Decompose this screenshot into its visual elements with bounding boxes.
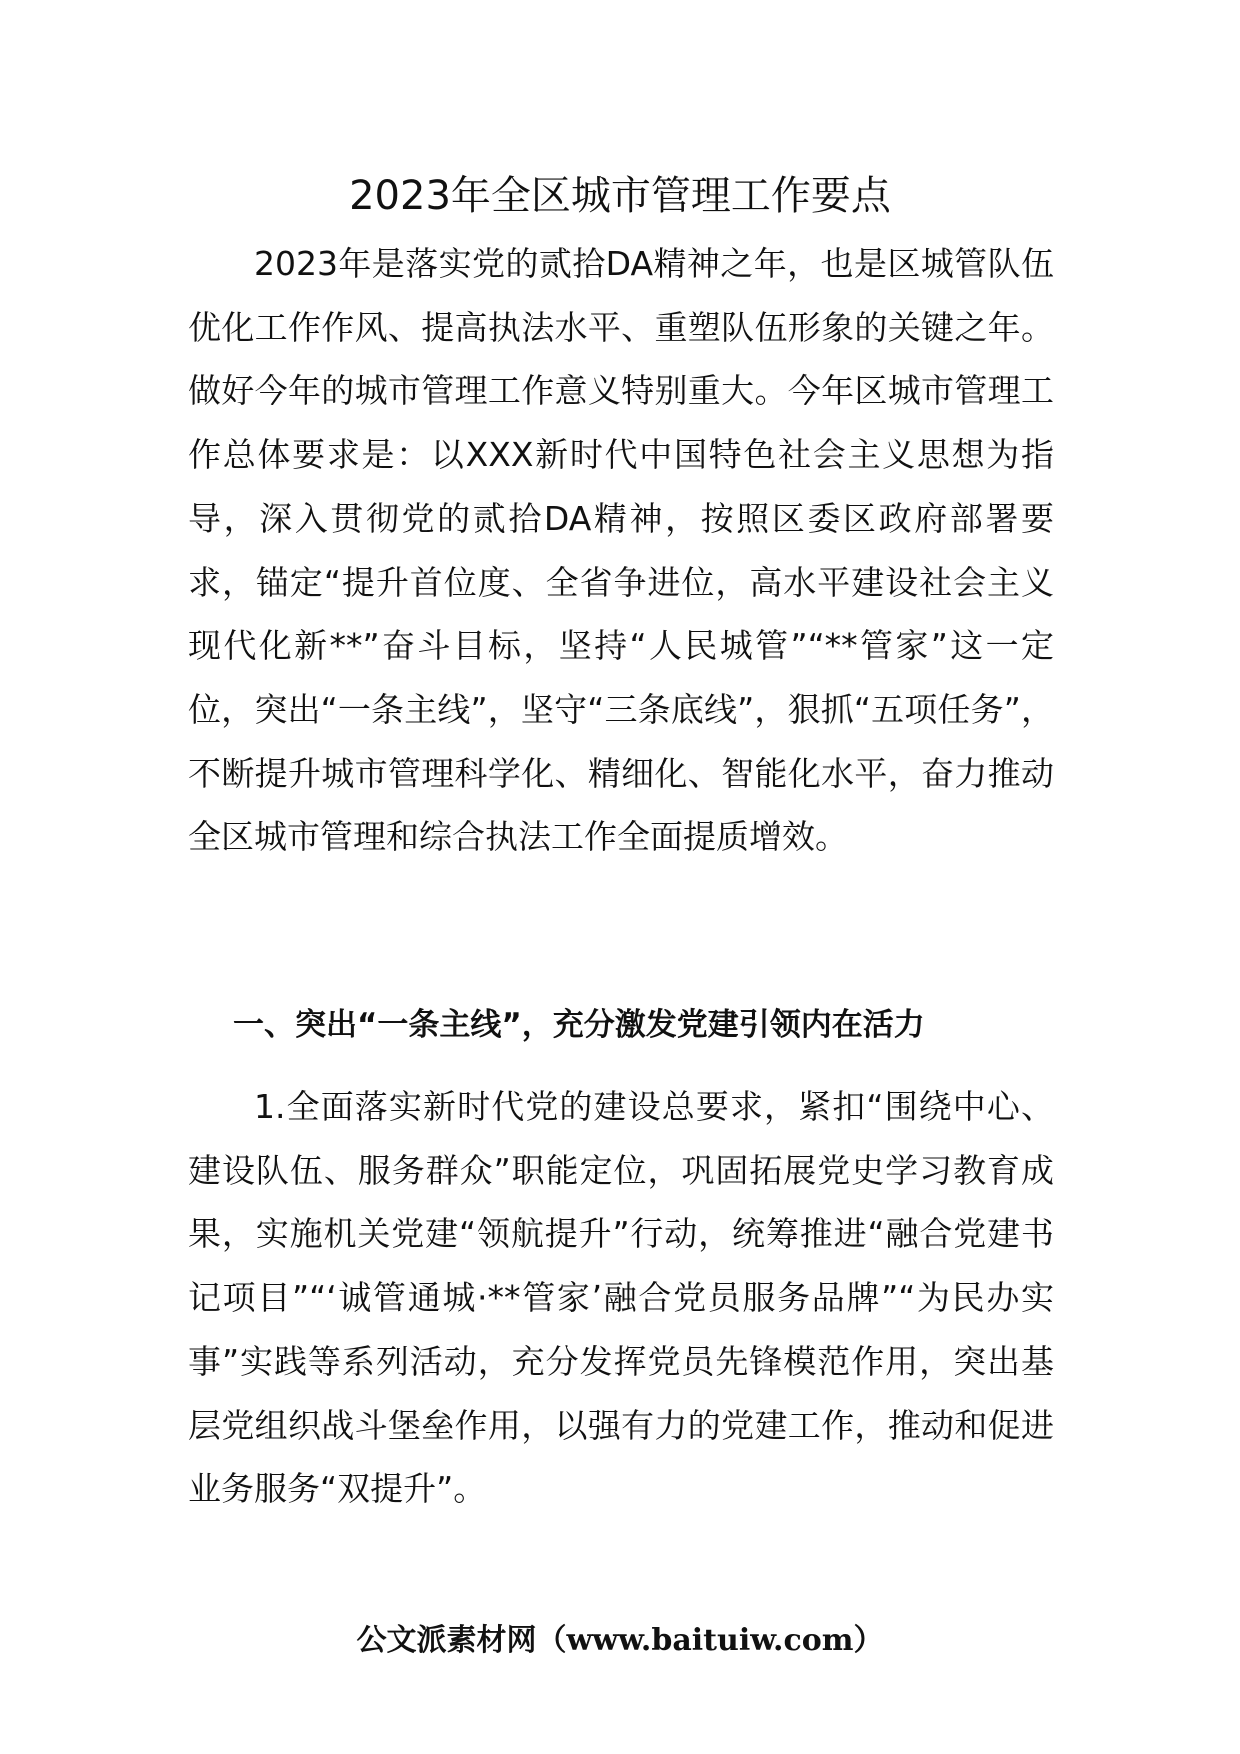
document-title: 2023年全区城市管理工作要点	[349, 173, 891, 219]
section-paragraph: 1.全面落实新时代党的建设总要求，紧扣“围绕中心、建设队伍、服务群众”职能定位，巩固拓展党史学习教育成果，实施机关党建“领航提升”行动，统筹推进“融合党建书记项目”“‘诚管通城·**管家’融合党员服务品牌”“为民办实事”实践等系列活动，充分发挥党员先锋模范作用，突出基层党组织战斗堡垒作用，以强有力的党建工作，推动和促进业务服务“双提升”。	[188, 1087, 1054, 1509]
footer-watermark-text: 公文派素材网（www.baituiw.com）	[356, 1623, 884, 1658]
intro-paragraph: 2023年是落实党的贰拾DA精神之年，也是区城管队伍优化工作作风、提高执法水平、重塑队伍形象的关键之年。做好今年的城市管理工作意义特别重大。今年区城市管理工作总体要求是：以XXX新时代中国特色社会主义思想为指导，深入贯彻党的贰拾DA精神，按照区委区政府部署要求，锚定“提升首位度、全省争进位，高水平建设社会主义现代化新**”奋斗目标，坚持“人民城管”“**管家”这一定位，突出“一条主线”，坚守“三条底线”，狠抓“五项任务”，不断提升城市管理科学化、精细化、智能化水平，奋力推动全区城市管理和综合执法工作全面提质增效。	[188, 244, 1054, 857]
section-heading: 一、突出“一条主线”，充分激发党建引领内在活力	[233, 1007, 925, 1043]
